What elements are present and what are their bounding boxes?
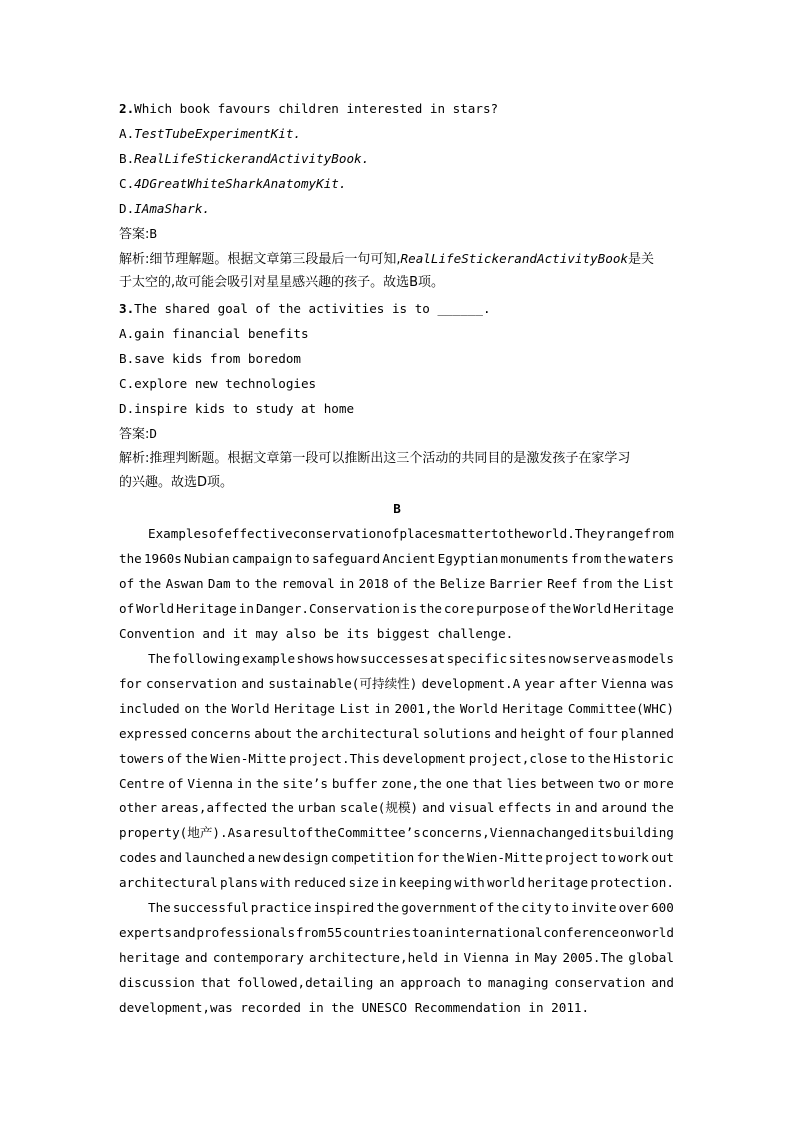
passage-word: Heritage — [176, 601, 237, 616]
passage-word: and — [574, 800, 598, 815]
passage-word: to — [553, 900, 569, 915]
passage-word: project — [545, 850, 599, 865]
passage-word: the — [603, 551, 627, 566]
passage-word: safeguard — [311, 551, 381, 566]
passage-word: and — [494, 726, 518, 741]
answer-value: D — [149, 426, 157, 441]
passage-word: the — [376, 900, 400, 915]
passage-word: Historic — [613, 751, 674, 766]
passage-word: the — [506, 526, 530, 541]
passage-word: zone,the — [381, 776, 442, 791]
passage-word: the — [651, 800, 674, 815]
passage-word: monuments — [500, 551, 569, 566]
passage-word: countries — [342, 925, 412, 940]
passage-word: in — [236, 776, 252, 791]
passage-word: lies — [506, 776, 537, 791]
passage-word: the — [587, 751, 611, 766]
passage-line — [119, 576, 674, 592]
passage-word: conference — [543, 925, 620, 940]
passage-word: discussion — [119, 975, 195, 990]
analysis-label: 解析: — [119, 451, 150, 466]
passage-word: architecture,held — [309, 950, 438, 965]
passage-word: from — [570, 551, 602, 566]
question-2-stem — [119, 101, 498, 117]
option-label: C. — [119, 376, 135, 391]
passage-word: to — [412, 925, 428, 940]
passage-word: 2018 — [358, 576, 389, 591]
option-text: TestTubeExperimentKit. — [134, 126, 301, 141]
passage-line — [119, 975, 674, 991]
passage-word: areas,affected — [160, 800, 268, 815]
passage-word: in — [238, 601, 254, 616]
passage-word: project.This — [288, 751, 380, 766]
analysis-text: 是关 — [628, 252, 655, 267]
passage-word: as — [611, 651, 627, 666]
passage-word: the — [204, 701, 227, 716]
passage-word: successful — [172, 900, 249, 915]
passage-word: a — [247, 850, 256, 865]
passage-word: sites — [508, 651, 547, 666]
passage-word: site’s — [282, 776, 328, 791]
passage-word: two — [597, 776, 621, 791]
passage-word: Danger.Conservation — [255, 601, 400, 616]
passage-word: core — [443, 601, 475, 616]
passage-word: followed,detailing — [236, 975, 374, 990]
passage-word: at — [429, 651, 446, 666]
passage-word: the — [295, 726, 319, 741]
passage-word: Dam — [207, 576, 231, 591]
passage-word: the — [441, 850, 465, 865]
passage-word: Examples — [148, 526, 209, 541]
passage-word: the — [138, 576, 162, 591]
q2-answer — [119, 226, 157, 243]
passage-word: List — [339, 701, 370, 716]
passage-word: from — [581, 576, 613, 591]
passage-line — [119, 925, 674, 941]
passage-word: of — [531, 601, 547, 616]
option-text: explore new technologies — [134, 376, 317, 391]
option-label: D. — [119, 401, 135, 416]
passage-word: campaign — [231, 551, 293, 566]
passage-word: World — [459, 701, 498, 716]
passage-word: matter — [445, 526, 491, 541]
passage-word: for — [416, 850, 440, 865]
answer-label: 答案: — [119, 227, 150, 242]
passage-word: Nubian — [184, 551, 230, 566]
passage-word: Vienna — [463, 950, 510, 965]
passage-word: to — [294, 551, 310, 566]
passage-word: conservation — [146, 676, 238, 691]
passage-word: urban — [297, 800, 336, 815]
passage-word: property(地产).As — [119, 825, 243, 840]
passage-word: the — [255, 776, 279, 791]
passage-word: about — [254, 726, 293, 741]
passage-word: year — [524, 676, 555, 691]
passage-word: waters — [628, 551, 674, 566]
passage-word: in — [381, 875, 397, 890]
passage-word: Reef — [547, 576, 578, 591]
passage-line — [119, 601, 674, 617]
passage-word: professionals — [196, 925, 296, 940]
passage-word: heritage — [119, 950, 180, 965]
passage-line — [119, 751, 674, 767]
passage-word: from — [643, 526, 674, 541]
passage-word: 2005.The — [562, 950, 624, 965]
question-3-stem — [119, 301, 491, 317]
analysis-label: 解析: — [119, 252, 150, 267]
passage-word: codes — [119, 850, 157, 865]
passage-word: effects — [498, 800, 552, 815]
passage-word: towers — [119, 751, 165, 766]
passage-word: range — [605, 526, 644, 541]
q3-analysis-line-1 — [119, 450, 630, 467]
passage-word: that — [200, 975, 232, 990]
passage-word: in — [555, 800, 571, 815]
passage-word: solutions — [423, 726, 492, 741]
q3-option-c — [119, 376, 316, 392]
passage-word: with — [260, 875, 291, 890]
passage-word: out — [651, 850, 674, 865]
passage-word: example — [241, 651, 296, 666]
passage-word: and — [172, 925, 196, 940]
passage-word: to — [234, 576, 251, 591]
passage-word: building — [613, 825, 674, 840]
passage-word: new — [257, 850, 281, 865]
passage-word: the — [185, 751, 208, 766]
passage-word: contemporary — [212, 950, 304, 965]
passage-word: to — [490, 526, 507, 541]
q3-answer — [119, 426, 157, 443]
passage-word: May — [534, 950, 558, 965]
answer-label: 答案: — [119, 427, 150, 442]
passage-word: between — [540, 776, 594, 791]
passage-word: after — [559, 676, 598, 691]
passage-word: conservation — [554, 975, 646, 990]
passage-word: in — [374, 701, 390, 716]
passage-word: result — [251, 825, 298, 840]
passage-word: World — [231, 701, 270, 716]
passage-word: height — [520, 726, 566, 741]
question-number: 2. — [119, 101, 135, 116]
passage-word: specific — [446, 651, 508, 666]
passage-word: practice — [250, 900, 312, 915]
passage-line — [119, 800, 674, 816]
passage-word: Ancient — [382, 551, 436, 566]
passage-word: purpose — [476, 601, 530, 616]
passage-word: to — [600, 850, 616, 865]
passage-word: the — [616, 576, 640, 591]
passage-line — [119, 726, 674, 742]
passage-word: with — [454, 875, 485, 890]
q3-option-a — [119, 326, 309, 342]
passage-word: expressed — [119, 726, 188, 741]
passage-word: an — [428, 925, 444, 940]
passage-word: global — [628, 950, 674, 965]
passage-word: 600 — [651, 900, 674, 915]
passage-word: following — [172, 651, 241, 666]
passage-word: Heritage — [613, 601, 674, 616]
passage-word: models — [628, 651, 674, 666]
passage-word: that — [472, 776, 503, 791]
passage-word: of — [298, 825, 314, 840]
passage-word: concerns — [190, 726, 252, 741]
passage-word: and — [651, 975, 674, 990]
passage-word: world — [487, 875, 526, 890]
q3-option-b — [119, 351, 301, 367]
passage-word: the — [313, 825, 337, 840]
question-number: 3. — [119, 301, 135, 316]
passage-word: on — [620, 925, 636, 940]
section-heading: B — [393, 501, 401, 516]
passage-word: The — [148, 900, 171, 915]
passage-word: a — [243, 825, 252, 840]
passage-line — [119, 950, 674, 966]
passage-word: Committee(WHC) — [567, 701, 674, 716]
passage-word: to — [466, 975, 482, 990]
option-label: A. — [119, 126, 135, 141]
passage-word: reduced — [293, 875, 347, 890]
option-text: gain financial benefits — [134, 326, 309, 341]
passage-word: launched — [184, 850, 246, 865]
passage-word: Centre — [119, 776, 165, 791]
option-label: B. — [119, 351, 135, 366]
passage-word: 2001,the — [394, 701, 456, 716]
passage-word: size — [348, 875, 379, 890]
passage-word: is — [402, 601, 418, 616]
option-text: IAmaShark. — [134, 201, 210, 216]
analysis-text: 推理判断题。根据文章第一段可以推断出这三个活动的共同目的是激发孩子在家学习 — [149, 451, 631, 466]
passage-word: places — [399, 526, 445, 541]
passage-word: and — [184, 950, 208, 965]
passage-word: effective — [224, 526, 293, 541]
passage-word: shows — [296, 651, 335, 666]
option-label: B. — [119, 151, 135, 166]
passage-word: concerns,Vienna — [421, 825, 536, 840]
passage-line — [148, 900, 674, 916]
passage-word: from — [295, 925, 327, 940]
analysis-text: 细节理解题。根据文章第三段最后一句可知, — [149, 252, 401, 267]
passage-word: development — [382, 751, 467, 766]
q2-option-a — [119, 126, 301, 142]
passage-word: the — [496, 900, 520, 915]
passage-word: of — [208, 526, 225, 541]
passage-word: architectural — [321, 726, 420, 741]
passage-word: visual — [448, 800, 495, 815]
passage-word: or — [624, 776, 640, 791]
passage-word: protection. — [590, 875, 674, 890]
passage-word: one — [445, 776, 469, 791]
passage-word: the — [271, 800, 294, 815]
passage-word: of — [393, 576, 409, 591]
passage-word: of — [479, 900, 495, 915]
passage-word: serve — [572, 651, 611, 666]
passage-word: managing — [487, 975, 549, 990]
passage-line — [119, 676, 674, 692]
passage-line: development,was recorded in the UNESCO Recommendation in 2011. — [119, 1000, 590, 1015]
passage-word: of — [168, 776, 184, 791]
passage-line — [148, 651, 674, 667]
passage-word: world.They — [529, 526, 606, 541]
passage-word: changed — [535, 825, 590, 840]
passage-word: buffer — [331, 776, 378, 791]
passage-line — [119, 701, 674, 717]
passage-word: its — [589, 825, 613, 840]
passage-word: in — [339, 576, 355, 591]
passage-word: city — [521, 900, 552, 915]
passage-word: work — [618, 850, 649, 865]
passage-word: around — [601, 800, 648, 815]
passage-word: of — [119, 601, 135, 616]
passage-word: Wien-Mitte — [467, 850, 543, 865]
passage-word: the — [119, 551, 142, 566]
option-text: inspire kids to study at home — [134, 401, 355, 416]
passage-word: more — [643, 776, 674, 791]
question-text: Which book favours children interested in stars? — [134, 101, 499, 116]
passage-word: other — [119, 800, 157, 815]
passage-word: an — [379, 975, 395, 990]
passage-line — [119, 776, 674, 792]
passage-word: of — [167, 751, 183, 766]
passage-word: keeping — [398, 875, 452, 890]
option-label: A. — [119, 326, 135, 341]
passage-word: The — [148, 651, 171, 666]
q3-option-d — [119, 401, 354, 417]
option-label: C. — [119, 176, 135, 191]
passage-word: of — [569, 726, 585, 741]
option-label: D. — [119, 201, 135, 216]
passage-word: four — [587, 726, 618, 741]
passage-line — [119, 551, 674, 567]
answer-value: B — [149, 226, 157, 241]
passage-word: Vienna — [187, 776, 233, 791]
passage-word: Vienna — [601, 676, 647, 691]
passage-word: experts — [119, 925, 173, 940]
option-text: save kids from boredom — [134, 351, 301, 366]
passage-word: Belize — [439, 576, 486, 591]
passage-word: how — [335, 651, 359, 666]
passage-word: for — [119, 676, 142, 691]
passage-word: heritage — [527, 875, 589, 890]
passage-line — [148, 526, 674, 542]
passage-word: sustainable(可持续性) — [268, 676, 418, 691]
passage-word: invite — [571, 900, 617, 915]
passage-word: of — [119, 576, 135, 591]
passage-word: competition — [330, 850, 415, 865]
passage-word: design — [282, 850, 329, 865]
passage-word: government — [401, 900, 478, 915]
passage-word: approach — [400, 975, 461, 990]
passage-word: and — [241, 676, 265, 691]
passage-word: the — [254, 576, 278, 591]
passage-word: 1960s — [143, 551, 182, 566]
passage-word: conservation — [292, 526, 384, 541]
passage-word: planned — [620, 726, 674, 741]
passage-word: international — [444, 925, 543, 940]
passage-word: was — [651, 676, 674, 691]
passage-word: included — [119, 701, 180, 716]
passage-word: development.A — [421, 676, 521, 691]
q2-option-c — [119, 176, 346, 192]
passage-word: over — [618, 900, 649, 915]
passage-word: Wien-Mitte — [210, 751, 287, 766]
passage-word: and — [159, 850, 183, 865]
passage-line — [119, 875, 674, 891]
passage-word: world — [636, 925, 674, 940]
passage-line — [119, 825, 674, 841]
passage-word: Heritage — [502, 701, 564, 716]
passage-word: architectural — [119, 875, 218, 890]
passage-word: the — [548, 601, 572, 616]
passage-word: Committee’s — [337, 825, 421, 840]
passage-word: Egyptian — [437, 551, 499, 566]
passage-word: 55 — [327, 925, 343, 940]
q2-analysis-line-2: 于太空的,故可能会吸引对星星感兴趣的孩子。故选B项。 — [119, 275, 445, 290]
passage-line: Convention and it may also be its biggest challenge. — [119, 626, 514, 641]
passage-word: inspired — [313, 900, 375, 915]
passage-word: List — [643, 576, 674, 591]
passage-word: plans — [219, 875, 258, 890]
passage-word: removal — [281, 576, 335, 591]
q2-option-b — [119, 151, 369, 167]
passage-word: Heritage — [274, 701, 335, 716]
analysis-book-title: RealLifeStickerandActivityBook — [400, 251, 628, 266]
passage-word: now — [548, 651, 571, 666]
passage-word: World — [136, 601, 175, 616]
passage-word: the — [412, 576, 436, 591]
passage-word: to — [569, 751, 586, 766]
passage-word: the — [419, 601, 442, 616]
passage-word: scale(规模) — [339, 800, 419, 815]
passage-word: Aswan — [165, 576, 204, 591]
passage-word: World — [573, 601, 612, 616]
q2-option-d — [119, 201, 210, 217]
question-text: The shared goal of the activities is to ______. — [134, 301, 491, 316]
passage-word: successes — [360, 651, 429, 666]
passage-word: project,close — [468, 751, 568, 766]
passage-word: Barrier — [489, 576, 543, 591]
option-text: 4DGreatWhiteSharkAnatomyKit. — [134, 176, 347, 191]
passage-word: in — [443, 950, 459, 965]
q2-analysis-line-1 — [119, 251, 654, 268]
passage-word: of — [384, 526, 400, 541]
passage-word: in — [514, 950, 530, 965]
q3-analysis-line-2: 的兴趣。故选D项。 — [119, 475, 234, 490]
passage-word: and — [422, 800, 445, 815]
passage-line — [119, 850, 674, 866]
passage-word: on — [184, 701, 200, 716]
option-text: RealLifeStickerandActivityBook. — [134, 151, 370, 166]
